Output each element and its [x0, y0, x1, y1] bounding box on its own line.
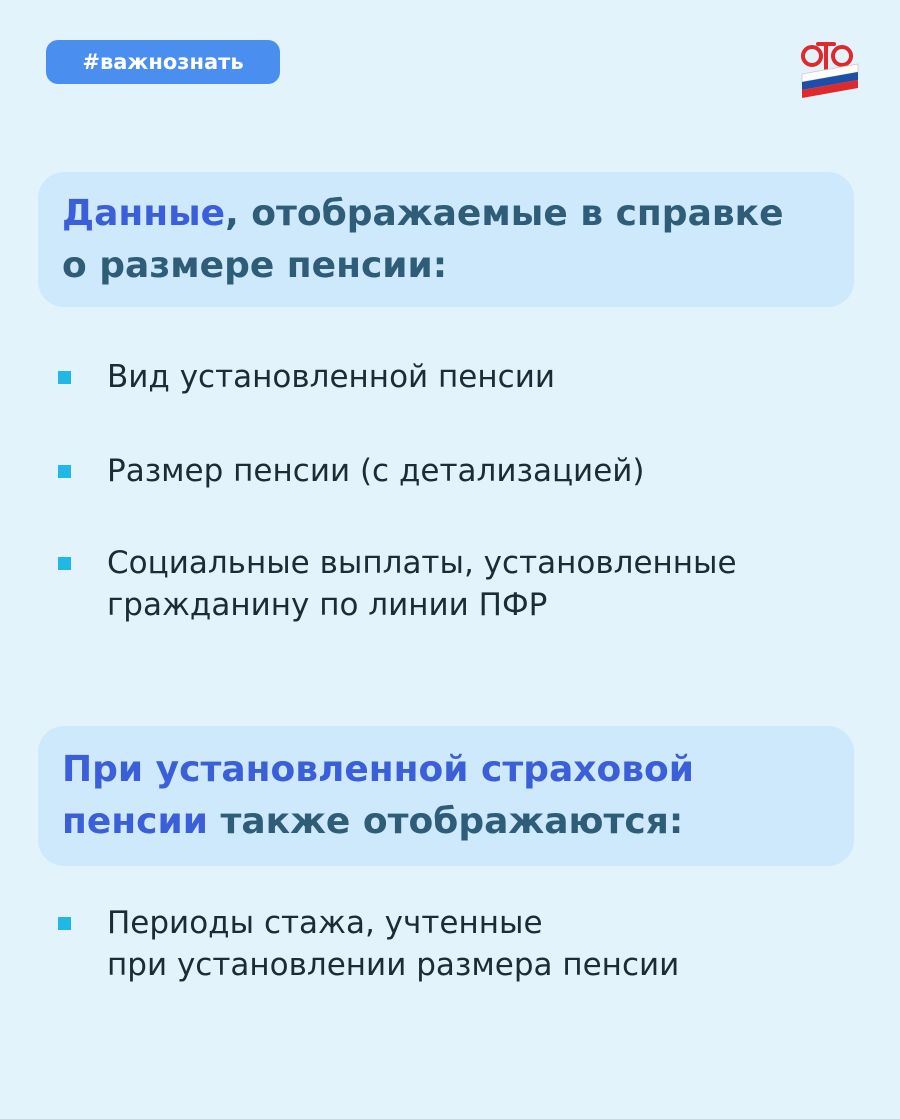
bullet-square-icon — [58, 917, 71, 930]
section1-headline-panel — [38, 172, 854, 307]
bullet-square-icon — [58, 557, 71, 570]
section2-headline-panel — [38, 726, 854, 866]
hashtag-badge[interactable]: #важнознать — [46, 40, 280, 84]
list-item-text-line2: при установлении размера пенсии — [107, 947, 680, 983]
section1-title-line2: о размере пенсии: — [62, 245, 448, 286]
section1-title-line1-rest: , отображаемые в справке — [225, 193, 784, 234]
bullet-square-icon — [58, 371, 71, 384]
list-item-text: Размер пенсии (с детализацией) — [107, 453, 645, 489]
section1-title-line1 — [62, 188, 830, 240]
section2-title-line1 — [62, 744, 830, 796]
section2-title-accent: пенсии — [62, 801, 208, 842]
pfr-logo-icon — [798, 36, 862, 98]
section2-title-line2 — [62, 796, 830, 848]
section2-title-line2-rest: также отображаются: — [207, 801, 684, 842]
section1-title-accent: Данные — [62, 193, 226, 234]
list-item-text-line2: гражданину по линии ПФР — [107, 587, 548, 623]
list-item-text: Периоды стажа, учтенные — [107, 905, 543, 941]
list-item-text: Социальные выплаты, установленные — [107, 545, 737, 581]
section2-title-line1-text: При установленной страховой — [62, 749, 694, 790]
bullet-square-icon — [58, 465, 71, 478]
list-item-text: Вид установленной пенсии — [107, 359, 555, 395]
